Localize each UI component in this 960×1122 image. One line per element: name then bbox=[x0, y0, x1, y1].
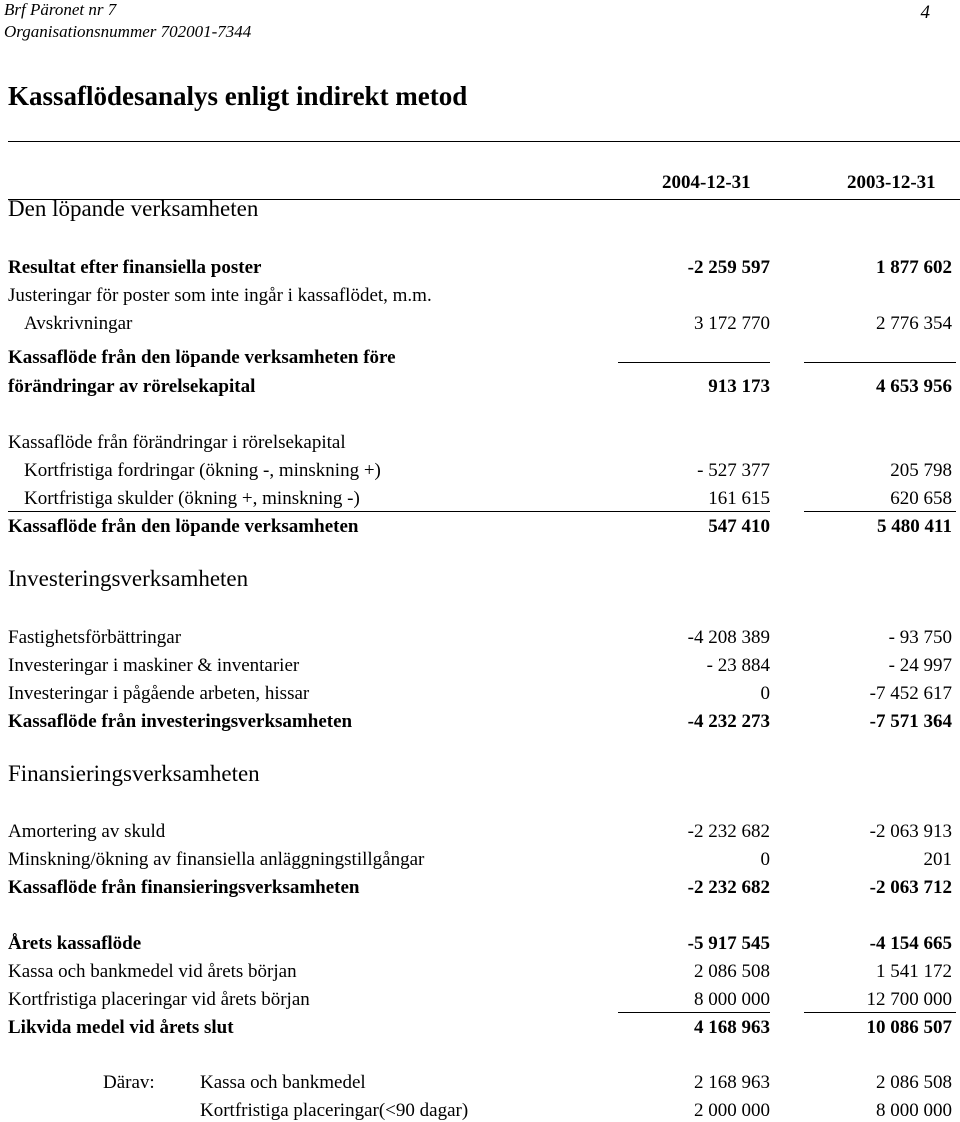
row-value-2004: -5 917 545 bbox=[687, 933, 770, 954]
row-value-2003: 12 700 000 bbox=[866, 989, 952, 1010]
row-label-avskrivningar: Avskrivningar bbox=[24, 313, 133, 334]
row-label-skulder: Kortfristiga skulder (ökning +, minskning -) bbox=[24, 488, 360, 509]
column-header-2004: 2004-12-31 bbox=[662, 172, 751, 193]
row-label-fastighet: Fastighetsförbättringar bbox=[8, 627, 182, 648]
org-number: Organisationsnummer 702001-7344 bbox=[4, 22, 252, 41]
sum-underline-2004 bbox=[618, 362, 770, 363]
row-value-2004: -2 232 682 bbox=[687, 821, 770, 842]
sum-underline-2004 bbox=[618, 1012, 770, 1013]
row-value-2004: -2 232 682 bbox=[687, 877, 770, 898]
row-label-kassa-borjan: Kassa och bankmedel vid årets början bbox=[8, 961, 297, 982]
row-value-2004: 161 615 bbox=[708, 488, 770, 509]
row-label-justering: Justeringar för poster som inte ingår i kassaflödet, m.m. bbox=[8, 285, 432, 306]
row-value-2004: -4 232 273 bbox=[687, 711, 770, 732]
row-value-2004: 0 bbox=[760, 683, 770, 704]
row-label-kf-rorelse: Kassaflöde från förändringar i rörelsekapital bbox=[8, 432, 346, 453]
row-value-2004: 913 173 bbox=[708, 376, 770, 397]
section-title-investering: Investeringsverksamheten bbox=[8, 566, 249, 591]
row-value-2003: 620 658 bbox=[890, 488, 952, 509]
row-label-plac-borjan: Kortfristiga placeringar vid årets början bbox=[8, 989, 310, 1010]
row-value-2003: 4 653 956 bbox=[876, 376, 952, 397]
row-label-kf-fore-1: Kassaflöde från den löpande verksamheten före bbox=[8, 347, 396, 368]
row-label-likvida: Likvida medel vid årets slut bbox=[8, 1017, 234, 1038]
row-label-kf-fore-2: förändringar av rörelsekapital bbox=[8, 376, 256, 397]
row-label-darav-plac: Kortfristiga placeringar(<90 dagar) bbox=[200, 1100, 469, 1121]
row-value-2003: 2 776 354 bbox=[876, 313, 952, 334]
row-value-2004: -4 208 389 bbox=[687, 627, 770, 648]
row-value-2003: -2 063 712 bbox=[869, 877, 952, 898]
column-header-2003: 2003-12-31 bbox=[847, 172, 936, 193]
section-title-finansiering: Finansieringsverksamheten bbox=[8, 761, 260, 786]
row-value-2003: - 93 750 bbox=[888, 627, 952, 648]
row-label-anlagg: Minskning/ökning av finansiella anläggningstillgångar bbox=[8, 849, 425, 870]
darav-label: Därav: bbox=[103, 1072, 155, 1093]
row-label-amortering: Amortering av skuld bbox=[8, 821, 166, 842]
section-title-lopande: Den löpande verksamheten bbox=[8, 196, 259, 221]
row-value-2003: -2 063 913 bbox=[869, 821, 952, 842]
sum-underline-2003 bbox=[804, 362, 956, 363]
page-title: Kassaflödesanalys enligt indirekt metod bbox=[8, 81, 468, 111]
sum-underline-2003 bbox=[804, 1012, 956, 1013]
row-label-kf-lopande: Kassaflöde från den löpande verksamheten bbox=[8, 516, 359, 537]
row-value-2003: 1 541 172 bbox=[876, 961, 952, 982]
sum-underline-2003 bbox=[804, 511, 956, 512]
row-value-2004: 2 000 000 bbox=[694, 1100, 770, 1121]
row-value-2003: 5 480 411 bbox=[877, 516, 952, 537]
row-value-2004: 2 086 508 bbox=[694, 961, 770, 982]
row-value-2003: -4 154 665 bbox=[869, 933, 952, 954]
row-value-2003: -7 452 617 bbox=[869, 683, 952, 704]
row-value-2003: - 24 997 bbox=[888, 655, 952, 676]
row-value-2004: 0 bbox=[760, 849, 770, 870]
title-divider bbox=[8, 141, 960, 142]
row-label-darav-kassa: Kassa och bankmedel bbox=[200, 1072, 366, 1093]
row-value-2003: -7 571 364 bbox=[869, 711, 952, 732]
row-value-2003: 2 086 508 bbox=[876, 1072, 952, 1093]
row-value-2003: 205 798 bbox=[890, 460, 952, 481]
row-value-2004: 2 168 963 bbox=[694, 1072, 770, 1093]
row-value-2004: 3 172 770 bbox=[694, 313, 770, 334]
row-label-resultat: Resultat efter finansiella poster bbox=[8, 257, 262, 278]
row-label-fordringar: Kortfristiga fordringar (ökning -, minskning +) bbox=[24, 460, 381, 481]
row-label-kf-finans: Kassaflöde från finansieringsverksamheten bbox=[8, 877, 360, 898]
page-number: 4 bbox=[920, 2, 930, 23]
row-label-maskiner: Investeringar i maskiner & inventarier bbox=[8, 655, 300, 676]
row-value-2004: - 527 377 bbox=[697, 460, 770, 481]
row-label-kf-invest: Kassaflöde från investeringsverksamheten bbox=[8, 711, 353, 732]
row-value-2003: 8 000 000 bbox=[876, 1100, 952, 1121]
row-value-2003: 1 877 602 bbox=[876, 257, 952, 278]
row-value-2003: 201 bbox=[923, 849, 952, 870]
row-value-2004: 4 168 963 bbox=[694, 1017, 770, 1038]
row-label-arets: Årets kassaflöde bbox=[8, 933, 142, 954]
sum-underline-2004 bbox=[8, 511, 770, 512]
row-value-2004: 547 410 bbox=[708, 516, 770, 537]
row-value-2004: 8 000 000 bbox=[694, 989, 770, 1010]
org-name: Brf Päronet nr 7 bbox=[4, 0, 117, 19]
row-value-2004: -2 259 597 bbox=[687, 257, 770, 278]
row-label-pagaende: Investeringar i pågående arbeten, hissar bbox=[8, 683, 310, 704]
row-value-2004: - 23 884 bbox=[706, 655, 770, 676]
row-value-2003: 10 086 507 bbox=[866, 1017, 952, 1038]
